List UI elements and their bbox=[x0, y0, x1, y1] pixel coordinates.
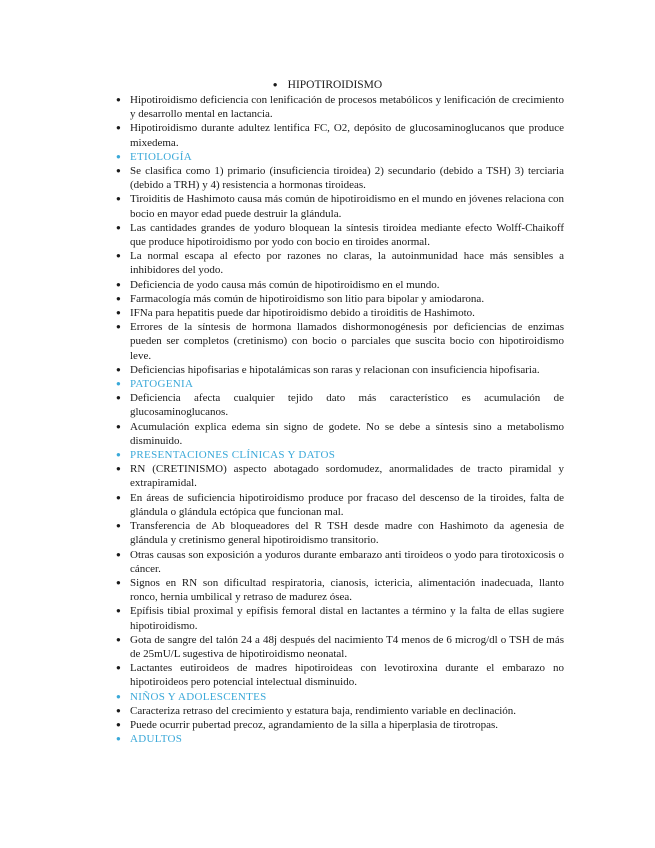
list-item: ● Errores de la síntesis de hormona llamados dishormonogénesis por deficiencias de enzimas pueden ser completos (cretinismo) con bocio o parciales que suscita bocio con hipotiroidismo leve. bbox=[116, 321, 564, 362]
section-heading-patogenia: ● PATOGENIA bbox=[116, 378, 194, 391]
bullet-icon: ● bbox=[116, 521, 121, 531]
bullet-icon: ● bbox=[116, 251, 121, 261]
bullet-icon: ● bbox=[116, 393, 121, 403]
list-item: ● Deficiencias hipofisarias e hipotalámicas son raras y relacionan con insuficiencia hipofisaria. bbox=[116, 363, 540, 376]
document-title bbox=[0, 78, 655, 92]
list-item: ● Puede ocurrir pubertad precoz, agrandamiento de la silla a hiperplasia de tirotropas. bbox=[116, 718, 499, 731]
list-item: ● Farmacología más común de hipotiroidismo son litio para bipolar y amiodarona. bbox=[116, 292, 485, 305]
bullet-icon: ● bbox=[116, 634, 121, 644]
bullet-icon: ● bbox=[116, 464, 121, 474]
bullet-icon: ● bbox=[116, 705, 121, 715]
bullet-icon: ● bbox=[116, 95, 121, 104]
list-item: ● Se clasifica como 1) primario (insuficiencia tiroidea) 2) secundario (debido a TSH) 3) terciaria (debido a TRH) y 4) resistencia a hormonas tiroideas. bbox=[116, 165, 564, 192]
bullet-icon: ● bbox=[116, 293, 121, 303]
list-item: ● RN (CRETINISMO) aspecto abotagado sordomudez, anormalidades de tracto piramidal y extrapiramidal. bbox=[116, 463, 564, 490]
list-item: ● Gota de sangre del talón 24 a 48j después del nacimiento T4 menos de 6 microg/dl o TSH de más de 25mU/L sugestiva de hipotiroidismo neonatal. bbox=[116, 633, 564, 660]
bullet-icon: ● bbox=[116, 166, 121, 176]
list-item: ● Signos en RN son dificultad respiratoria, cianosis, ictericia, alimentación inadecuada, llanto ronco, hernia umbilical y retraso de madurez ósea. bbox=[116, 576, 564, 604]
bullet-icon: ● bbox=[116, 322, 121, 332]
bullet-icon: ● bbox=[116, 549, 121, 559]
bullet-icon: ● bbox=[116, 719, 121, 729]
bullet-icon: ● bbox=[116, 222, 121, 232]
bullet-icon: ● bbox=[116, 450, 122, 460]
list-item: ● Transferencia de Ab bloqueadores del R TSH desde madre con Hashimoto da agenesia de glándula y cretinismo general hipotiroidismo transitorio. bbox=[116, 520, 564, 547]
bullet-icon: ● bbox=[116, 691, 122, 701]
list-item: ● Otras causas son exposición a yoduros durante embarazo anti tiroideos o yodo para tirotoxicosis o cáncer. bbox=[116, 548, 564, 575]
bullet-icon: ● bbox=[116, 734, 122, 744]
list-item: ● Caracteriza retraso del crecimiento y estatura baja, rendimiento variable en declinación. bbox=[116, 704, 517, 717]
list-item: ● Hipotiroidismo deficiencia con lenificación de procesos metabólicos y lenificación de crecimiento y desarrollo mental en lactancia. bbox=[116, 94, 564, 121]
bullet-icon: ● bbox=[116, 606, 121, 616]
bullet-icon: ● bbox=[116, 663, 121, 673]
list-item: ● Epífisis tibial proximal y epífisis femoral distal en lactantes a término y la falta de ellas sugiere hipotiroidismo. bbox=[116, 605, 564, 632]
bullet-icon: ● bbox=[116, 364, 121, 374]
section-heading-etiologia: ● ETIOLOGÍA bbox=[116, 150, 192, 163]
list-item: ● Hipotiroidismo durante adultez lentifica FC, O2, depósito de glucosaminoglucanos que produce mixedema. bbox=[116, 122, 564, 149]
list-item: ● En áreas de suficiencia hipotiroidismo produce por fracaso del descenso de la tiroides, falta de glándula o glándula ectópica que funcionan mal. bbox=[116, 491, 564, 518]
bullet-icon: ● bbox=[116, 577, 121, 587]
bullet-icon: ● bbox=[116, 492, 121, 502]
bullet-icon: ● bbox=[116, 279, 121, 289]
list-item: ● Las cantidades grandes de yoduro bloquean la síntesis tiroidea mediante efecto Wolff-Chaikoff que produce hipotiroidismo por yodo con bocio en tiroides anormal. bbox=[116, 221, 564, 249]
title-bullet: ● bbox=[272, 80, 278, 89]
bullet-icon: ● bbox=[116, 151, 122, 161]
bullet-icon: ● bbox=[116, 308, 121, 318]
section-heading-presentaciones: ● PRESENTACIONES CLÍNICAS Y DATOS bbox=[116, 449, 336, 462]
bullet-icon: ● bbox=[116, 194, 121, 204]
notes-list bbox=[116, 93, 564, 746]
section-heading-ninos: ● NIÑOS Y ADOLESCENTES bbox=[116, 690, 267, 703]
list-item: ● Lactantes eutiroideos de madres hipotiroideas con levotiroxina durante el embarazo no hipotiroideos pero potencial intelectual disminuido. bbox=[116, 662, 564, 689]
list-item: ● Acumulación explica edema sin signo de godete. No se debe a síntesis sino a metabolismo disminuido. bbox=[116, 420, 564, 447]
list-item: ● Deficiencia de yodo causa más común de hipotiroidismo en el mundo. bbox=[116, 278, 440, 291]
list-item: ● La normal escapa al efecto por razones no claras, la autoinmunidad hace más sensibles a inhibidores del yodo. bbox=[116, 250, 564, 277]
title-text: HIPOTIROIDISMO bbox=[287, 79, 383, 91]
bullet-icon: ● bbox=[116, 123, 121, 133]
list-item: ● Deficiencia afecta cualquier tejido dato más característico es acumulación de glucosaminoglucanos. bbox=[116, 392, 564, 419]
list-item: ● IFNa para hepatitis puede dar hipotiroidismo debido a tiroiditis de Hashimoto. bbox=[116, 307, 475, 320]
section-heading-adultos: ● ADULTOS bbox=[116, 733, 183, 746]
list-item: ● Tiroiditis de Hashimoto causa más común de hipotiroidismo en el mundo en jóvenes relaciona con bocio en mayor edad puede destruir la glándula. bbox=[116, 193, 565, 220]
bullet-icon: ● bbox=[116, 421, 121, 431]
bullet-icon: ● bbox=[116, 379, 122, 389]
